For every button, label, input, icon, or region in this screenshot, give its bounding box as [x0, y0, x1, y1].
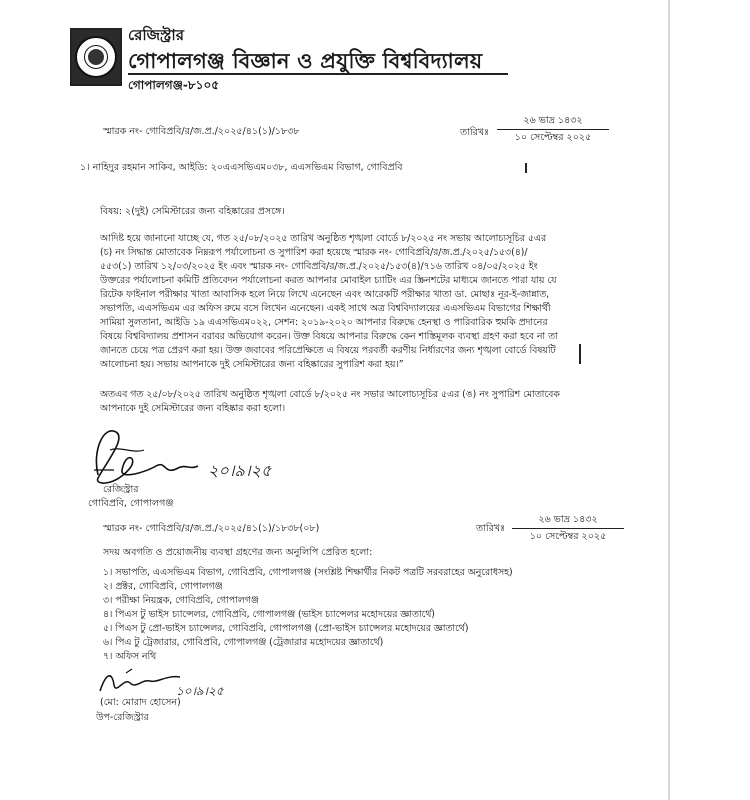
- university-logo: [70, 28, 122, 86]
- margin-mark: [579, 344, 581, 364]
- memo-ref: স্মারক নং- গোবিপ্রবি/র/জ.প্র./২০২৫/৪১(১)/১৮৩৮: [103, 126, 300, 137]
- decision-paragraph: [100, 388, 580, 416]
- university-location: গোপালগঞ্জ-৮১০৫: [128, 78, 220, 92]
- deputy-name: (মো: মোরাদ হোসেন): [100, 697, 181, 708]
- body-line: উক্তরের পর্যালোচনা কমিটি প্রতিবেদন পর্যালোচনা করত আপনার মোবাইল চ্যাটিং এর স্ক্রিনশটের মাধ্যমে জানতে পারা যায় যে: [100, 275, 557, 286]
- memo-date: [497, 114, 609, 145]
- recipient-line: ১। নাহিদুর রহমান সাকিব, আইডি: ২০এএসভিএম০৩৮, এএসভিএম বিভাগ, গোবিপ্রবি: [80, 162, 403, 173]
- deputy-signature-date: ১০।৯।২৫: [176, 684, 224, 698]
- copy-date-divider: [512, 528, 624, 529]
- decision-line: অতএব গত ২৫/০৮/২০২৫ তারিখ অনুষ্ঠিত শৃঙ্খলা বোর্ডে ৮/২০২৫ নং সভার আলোচ্যসূচির ৫এর (ঙ) নং সুপারিশ মোতাবেক: [100, 389, 560, 400]
- registrar-signature: [86, 420, 216, 492]
- copy-list-item: ৭। অফিস নথি: [103, 651, 157, 662]
- deputy-registrar-signature: [96, 665, 186, 699]
- signatory-org: গোবিপ্রবি, গোপালগঞ্জ: [88, 498, 174, 509]
- date-label: তারিখঃ: [460, 127, 490, 138]
- copy-date-bengali: ২৬ ভাদ্র ১৪৩২: [538, 514, 598, 525]
- page-edge: [668, 0, 670, 800]
- copy-list-item: ৪। পিএস টু ভাইস চ্যান্সেলর, গোবিপ্রবি, গোপালগঞ্জ (ভাইস চ্যান্সেলর মহোদয়ের জ্ঞাতার্থে): [103, 609, 435, 620]
- copy-memo-ref: স্মারক নং- গোবিপ্রবি/র/জ.প্র./২০২৫/৪১(১)/১৮৩৮(০৮): [103, 523, 320, 534]
- body-line: আদিষ্ট হয়ে জানানো যাচ্ছে যে, গত ২৫/০৮/২০২৫ তারিখ অনুষ্ঠিত শৃঙ্খলা বোর্ডে ৮/২০২৫ নং সভায় আলোচ্যসূচির ৫এর: [100, 233, 547, 244]
- body-line: সভাপতি, এএসভিএম এর অফিস রুমে বসে লিখেন এনেছেন। একই সাথে অত্র বিশ্ববিদ্যালয়ের এএসভিএম বিভাগের শিক্ষার্থী: [100, 303, 551, 314]
- copy-list: [103, 566, 563, 664]
- body-line: বিষয়ে বিশ্ববিদ্যালয় প্রশাসন বরাবর অভিযোগ করেন। উক্ত বিষয়ে আপনার বিরুদ্ধে কেন শাস্তিমূলক ব্যবস্থা গ্রহণ করা হবে না তা: [100, 331, 558, 342]
- copy-date: [512, 513, 624, 544]
- date-english: ১০ সেপ্টেম্বর ২০২৫: [514, 132, 592, 143]
- decision-line: আপনাকে দুই সেমিস্টারের জন্য বহিষ্কার করা হলো।: [100, 403, 286, 414]
- copy-list-item: ৩। পরীক্ষা নিয়ন্ত্রক, গোবিপ্রবি, গোপালগঞ্জ: [103, 595, 259, 606]
- body-line: ৫৫৩(১) তারিখ ১২/০৩/২০২৫ ইং এবং স্মারক নং- গোবিপ্রবি/র/জ.প্র./২০২৫/১৫৩(৪)/৭১৬ তারিখ ০৪/০৫/২০২৫ ইং: [100, 261, 538, 272]
- margin-mark: [525, 163, 527, 173]
- body-line: রিটেক ফাইনাল পরীক্ষার খাতা আবাসিক হলে নিয়ে লিখে এনেছেন এবং আরেকটি পরীক্ষার খাতা ডা. মোছাঃ নূর-ই-জান্নাত,: [100, 289, 550, 300]
- copy-date-label: তারিখঃ: [476, 523, 506, 534]
- copy-list-item: ২। প্রক্টর, গোবিপ্রবি, গোপালগঞ্জ: [103, 581, 223, 592]
- registrar-heading: রেজিস্ট্রার: [128, 26, 185, 44]
- body-line: (চ) নং সিদ্ধান্ত মোতাবেক নিম্নরূপ পর্যালোচনা ও সুপারিশ করা হয়েছে স্মারক নং- গোবিপ্রবি/র/জ.প্র./২০২৫/১৫৩(৪)/: [100, 247, 528, 258]
- body-line: আলোচনা হয়। সভায় আপনাকে দুই সেমিস্টারের জন্য বহিষ্কারের সুপারিশ করা হয়।”: [100, 359, 404, 370]
- body-paragraph: [100, 232, 580, 372]
- copy-list-item: ৬। পিএ টু ট্রেজারার, গোবিপ্রবি, গোপালগঞ্জ (ট্রেজারার মহোদয়ের জ্ঞাতার্থে): [103, 637, 384, 648]
- subject-line: বিষয়: ২(দুই) সেমিস্টারের জন্য বহিষ্কারের প্রসঙ্গে।: [100, 206, 285, 217]
- date-divider: [497, 129, 609, 130]
- deputy-title: উপ-রেজিস্ট্রার: [96, 712, 149, 723]
- copy-list-item: ১। সভাপতি, এএসভিএম বিভাগ, গোবিপ্রবি, গোপালগঞ্জ (সংশ্লিষ্ট শিক্ষার্থীর নিকট পত্রটি সরবরাহের অনুরোধসহ): [103, 567, 513, 578]
- body-line: সামিয়া সুলতানা, আইডি ১৯ এএসভিএম০২২, সেশন: ২০১৯-২০২০ আপনার বিরুদ্ধে হেনস্থা ও পারিবারিক হুমকি প্রদানের: [100, 317, 548, 328]
- date-bengali: ২৬ ভাদ্র ১৪৩২: [523, 115, 583, 126]
- copy-intro: সদয় অবগতি ও প্রয়োজনীয় ব্যবস্থা গ্রহণের জন্য অনুলিপি প্রেরিত হলো:: [103, 547, 373, 558]
- copy-list-item: ৫। পিএস টু প্রো-ভাইস চ্যান্সেলর, গোবিপ্রবি, গোপালগঞ্জ (প্রো-ভাইস চ্যান্সেলর মহোদয়ের জ্ঞাতার্থে): [103, 623, 469, 634]
- body-line: জানতে চেয়ে পত্র প্রেরণ করা হয়। উক্ত জবাবের পরিপ্রেক্ষিতে এ বিষয়ে পরবর্তী করণীয় নির্ধারণের জন্য শৃঙ্খলা বোর্ডে বিষয়টি: [100, 345, 556, 356]
- header-rule: [128, 73, 508, 75]
- university-name: গোপালগঞ্জ বিজ্ঞান ও প্রযুক্তি বিশ্ববিদ্যালয়: [128, 49, 483, 73]
- signatory-title: রেজিস্ট্রার: [103, 484, 139, 495]
- copy-date-english: ১০ সেপ্টেম্বর ২০২৫: [529, 531, 607, 542]
- signature-date: ২০।৯।২৫: [208, 461, 272, 480]
